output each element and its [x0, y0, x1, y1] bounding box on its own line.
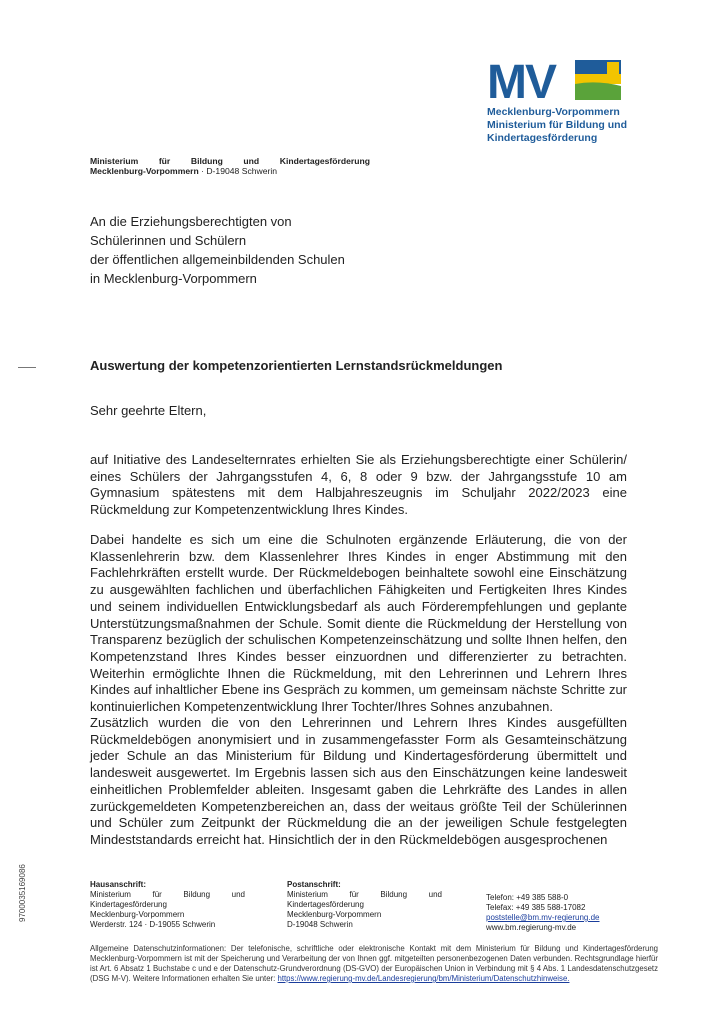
sender-address [90, 156, 370, 176]
footer-word: Ministerium [90, 890, 131, 899]
footer-word: Bildung [183, 890, 211, 899]
sender-city: · D-19048 Schwerin [198, 166, 278, 176]
salutation: Sehr geehrte Eltern, [90, 403, 207, 418]
footer-line: Werderstr. 124 · D-19055 Schwerin [90, 920, 216, 929]
logo-line: Ministerium für Bildung und [487, 119, 627, 131]
recipient-line: An die Erziehungsberechtigten von [90, 214, 292, 229]
footer-line: Mecklenburg-Vorpommern [287, 910, 382, 919]
body-paragraph: Zusätzlich wurden die von den Lehrerinnen und Lehrern Ihres Kindes ausgefüllten Rückmeldebögen anonymisiert und in zusammengefasster Form als Gesamteinschätzung jeder Schule an das Ministerium für Bildung und Kindertagesförderung übermittelt und landesweit ausgewertet. Im Ergebnis lassen sich aus den Einschätzungen keine landesweit einheitlichen Problemfelder ableiten. Insgesamt gaben die Lehrkräfte des Landes in allen zurückgemeldeten Kompetenzbereichen an, dass der weitaus größte Teil der Schülerinnen und Schüler zum Zeitpunkt der Rückmeldung die an der jeweiligen Schule festgelegten Mindeststandards erreicht hat. Hinsichtlich der in den Rückmeldebögen ausgesprochenen [90, 715, 627, 847]
sender-word: Bildung [190, 156, 223, 166]
fold-mark [18, 367, 36, 368]
footer-word: Ministerium [287, 890, 328, 899]
footer-word: und [231, 890, 245, 899]
letter-subject: Auswertung der kompetenzorientierten Lernstandsrückmeldungen [90, 358, 503, 373]
footer-contact [486, 893, 636, 933]
sender-word: und [243, 156, 260, 166]
footer-heading: Hausanschrift: [90, 880, 147, 889]
footer-word: für [152, 890, 162, 899]
privacy-text: Allgemeine Datenschutzinformationen: Der telefonische, schriftliche oder elektronische Kontakt mit dem Ministerium für Bildung und Kindertagesförderung Mecklenburg-Vorpommern ist mit der Speicherung und Verarbeitung der von Ihnen ggf. mitgeteilten personenbezogenen Daten verbunden. Rechtsgrundlage hierfür ist Art. 6 Absatz 1 Buchstabe c und e der Datenschutz-Grundverordnung (DS-GVO) der Europäischen Union in Verbindung mit § 4 Abs. 1 Landesdatenschutzgesetz (DSG M-V). Weitere Informationen erhalten Sie unter: [90, 944, 658, 983]
footer-line: Kindertagesförderung [287, 900, 364, 909]
footer-word: Bildung [380, 890, 408, 899]
footer-line: D-19048 Schwerin [287, 920, 353, 929]
ministry-logo-text [487, 106, 627, 145]
footer-house-address [90, 880, 245, 930]
body-paragraph: auf Initiative des Landeselternrates erhielten Sie als Erziehungsberechtigte einer Schülerin/ eines Schülers der Jahrgangsstufen 4, 6, 8 oder 9 bzw. der Jahrgangsstufe 10 am Gymnasium spätestens mit dem Halbjahreszeugnis im Schuljahr 2022/2023 eine Rückmeldung zur Kompetenzentwicklung Ihres Kindes. [90, 452, 627, 518]
mv-logo-icon [487, 58, 623, 102]
sender-state: Mecklenburg-Vorpommern [90, 166, 199, 176]
footer-heading: Postanschrift: [287, 880, 341, 889]
footer-word: für [349, 890, 359, 899]
body-paragraph: Dabei handelte es sich um eine die Schulnoten ergänzende Erläuterung, die von der Klassenlehrerin bzw. dem Klassenlehrer Ihres Kindes in enger Abstimmung mit den Fachlehrkräften erstellt wurde. Der Rückmeldebogen beinhaltete sowohl eine Einschätzung zu ausgewählten fachlichen und überfachlichen Fähigkeiten und Fertigkeiten Ihres Kindes und seinem individuellen Entwicklungsbedarf als auch Förderempfehlungen und geplante Unterstützungsmaßnahmen der Schule. Somit diente die Rückmeldung der Herstellung von Transparenz bezüglich der schulischen Kompetenzeinschätzung und sollte Ihnen helfen, den Kompetenzstand Ihres Kindes besser einzuordnen und differenzierter zu betrachten. Weiterhin ermöglichte Ihnen die Rückmeldung, mit den Lehrerinnen und Lehrern Ihres Kindes auf inhaltlicher Ebene ins Gespräch zu kommen, um gemeinsam nächste Schritte zur kontinuierlichen Kompetenzentwicklung Ihrer Tochter/Ihres Sohnes anzubahnen. [90, 532, 627, 715]
document-id: 9700035169086 [18, 864, 27, 922]
sender-word: für [158, 156, 171, 166]
sender-word: Ministerium [90, 156, 139, 166]
footer-phone: Telefon: +49 385 588-0 [486, 893, 569, 902]
logo-line: Mecklenburg-Vorpommern [487, 106, 620, 118]
svg-text:MV: MV [487, 58, 555, 102]
footer-word: und [428, 890, 442, 899]
recipient-line: Schülerinnen und Schülern [90, 233, 247, 248]
recipient-line: der öffentlichen allgemeinbildenden Schulen [90, 252, 345, 267]
recipient-address [90, 212, 345, 288]
footer-email-link[interactable]: poststelle@bm.mv-regierung.de [486, 913, 600, 922]
privacy-notice [90, 944, 658, 984]
footer-website[interactable]: www.bm.regierung-mv.de [486, 923, 577, 932]
footer-fax: Telefax: +49 385 588-17082 [486, 903, 586, 912]
footer-line: Mecklenburg-Vorpommern [90, 910, 185, 919]
logo-line: Kindertagesförderung [487, 132, 598, 144]
footer-post-address [287, 880, 442, 930]
sender-word: Kindertagesförderung [279, 156, 370, 166]
recipient-line: in Mecklenburg-Vorpommern [90, 271, 257, 286]
privacy-link[interactable]: https://www.regierung-mv.de/Landesregierung/bm/Ministerium/Datenschutzhinweise. [277, 974, 570, 983]
footer-line: Kindertagesförderung [90, 900, 167, 909]
